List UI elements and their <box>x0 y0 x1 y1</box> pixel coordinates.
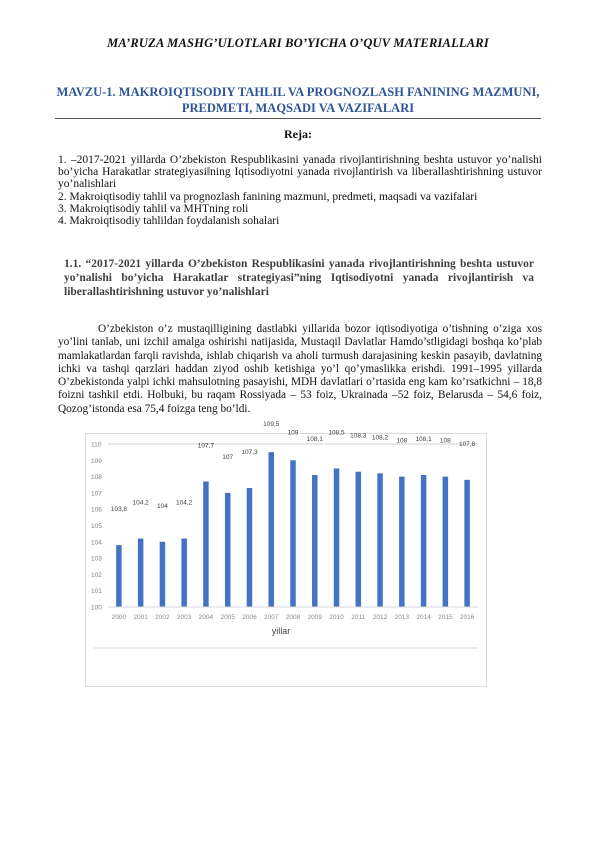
chart-bar <box>203 481 209 607</box>
bar-value-label: 109 <box>287 429 299 437</box>
bar-value-label: 108,2 <box>371 434 389 442</box>
chart-bar <box>116 545 122 607</box>
chart-bar <box>138 539 144 607</box>
title-divider <box>55 118 541 119</box>
chart-bar <box>443 477 449 607</box>
subsection-heading: 1.1. “2017-2021 yillarda O’zbekiston Respublikasini yanada rivojlantirishning beshta ustuvor yo’nalishi bo’yicha Harakatlar strategiyasi”ning Iqtisodiyotni yanada rivojlantirish va liberallashtirishning ustuvor yo’nalishlari <box>64 258 534 299</box>
chart-bar <box>268 452 274 607</box>
plan-heading: Reja: <box>284 127 312 141</box>
y-tick-label: 103 <box>91 555 102 563</box>
x-tick-label: 2004 <box>198 614 214 621</box>
bar-value-label: 108 <box>396 437 408 445</box>
gdp-growth-chart <box>85 421 487 687</box>
x-tick-label: 2014 <box>416 614 431 621</box>
y-tick-label: 106 <box>91 506 102 514</box>
y-tick-label: 105 <box>91 523 102 530</box>
bar-value-label: 107,8 <box>458 440 476 448</box>
bar-value-label: 104,2 <box>132 499 149 507</box>
x-tick-label: 2005 <box>220 614 235 621</box>
y-tick-label: 104 <box>91 539 102 547</box>
x-tick-label: 2000 <box>111 614 127 621</box>
chart-bar <box>421 475 427 607</box>
page-header: MA’RUZA MASHG’ULOTLARI BO’YICHA O’QUV MATERIALLARI <box>107 36 489 50</box>
x-axis-title: yillar <box>271 626 291 636</box>
chart-bar <box>225 493 231 607</box>
bar-value-label: 108,5 <box>328 429 345 437</box>
y-tick-label: 110 <box>91 441 102 449</box>
chart-bar <box>464 480 470 607</box>
body-paragraph: O’zbekiston o’z mustaqilligining dastlabki yillarida bozor iqtisodiyotiga o’tishning o’ziga xos yo’lini tanlab, uni izchil amalga oshirishi natijasida, Mustaqil Davlatlar Hamdo’stligidagi boshqa ko’plab mamlakatlardan farqli ravishda, ishlab chiqarish va aholi turmush darajasining keskin pasayib, davlatning ichki va tashqi qarzlari haddan ziyod oshib ketishiga yo’l qo’ymaslikka erishdi. 1991–1995 yillarda O’zbekistonda yalpi ichki mahsulotning pasayishi, MDH davlatlari o’rtasida eng kam ko’rsatkichni – 18,8 foizni tashkil etdi. Holbuki, bu raqam Rossiyada – 53 foiz, Ukrainada –52 foiz, Belarusda – 54,6 foiz, Qozog’istonda esa 75,4 foizga teng bo’ldi. <box>58 323 542 415</box>
x-tick-label: 2008 <box>285 614 301 621</box>
bar-value-label: 107,3 <box>241 449 258 457</box>
topic-title: MAVZU-1. MAKROIQTISODIY TAHLIL VA PROGNOZLASH FANINING MAZMUNI, PREDMETI, MAQSADI VA VAZIFALARI <box>56 85 540 115</box>
bar-value-label: 107 <box>222 453 234 461</box>
x-tick-label: 2007 <box>264 614 279 621</box>
plan-list <box>58 154 542 227</box>
bar-value-label: 108,3 <box>350 432 367 440</box>
y-tick-label: 101 <box>91 588 102 596</box>
x-tick-label: 2006 <box>242 614 257 621</box>
chart-bar <box>356 472 362 607</box>
chart-bar <box>247 488 253 607</box>
chart-bar <box>160 542 166 607</box>
x-tick-label: 2013 <box>394 614 410 621</box>
y-tick-label: 107 <box>91 490 102 498</box>
x-tick-label: 2015 <box>438 614 453 621</box>
y-tick-label: 102 <box>91 571 102 579</box>
bar-value-label: 108 <box>439 437 451 445</box>
chart-bar <box>377 473 383 607</box>
plan-item-1: 1. ‒2017-2021 yillarda O’zbekiston Respublikasini yanada rivojlantirishning beshta ustuvor yo’nalishi bo’yicha Harakatlar strategiyasi‖ning Iqtisodiyotni yanada rivojlantirish va liberallashtirishning ustuvor yo’nalishlari <box>58 154 542 191</box>
plan-item-4: 4. Makroiqtisodiy tahlildan foydalanish sohalari <box>58 215 280 228</box>
chart-bar <box>334 468 340 607</box>
bar-value-label: 109,5 <box>263 421 280 429</box>
chart-bar <box>312 475 318 607</box>
body-paragraph-block <box>58 323 542 416</box>
x-tick-label: 2011 <box>351 614 366 621</box>
bar-value-label: 108,1 <box>306 435 323 443</box>
bar-value-label: 108,1 <box>415 435 432 443</box>
x-tick-label: 2009 <box>307 614 322 621</box>
x-tick-label: 2003 <box>176 614 192 621</box>
x-tick-label: 2012 <box>372 614 388 621</box>
chart-bar <box>399 477 405 607</box>
bar-value-label: 107,7 <box>197 442 215 450</box>
x-tick-label: 2001 <box>133 614 148 621</box>
bar-value-label: 104,2 <box>176 499 193 507</box>
y-tick-label: 109 <box>91 457 102 465</box>
chart-svg <box>86 421 486 686</box>
x-tick-label: 2002 <box>155 614 170 621</box>
x-tick-label: 2016 <box>459 614 475 621</box>
y-tick-label: 100 <box>91 604 102 612</box>
y-tick-label: 108 <box>91 474 102 482</box>
plan-item-2: 2. Makroiqtisodiy tahlil va prognozlash fanining mazmuni, predmeti, maqsadi va vazifalari <box>58 190 478 203</box>
chart-bar <box>181 539 187 607</box>
x-tick-label: 2010 <box>329 614 344 621</box>
chart-bar <box>290 460 296 607</box>
plan-item-3: 3. Makroiqtisodiy tahlil va MHTning roli <box>58 202 249 215</box>
bar-value-label: 103,8 <box>110 506 128 514</box>
bar-value-label: 104 <box>156 502 168 510</box>
